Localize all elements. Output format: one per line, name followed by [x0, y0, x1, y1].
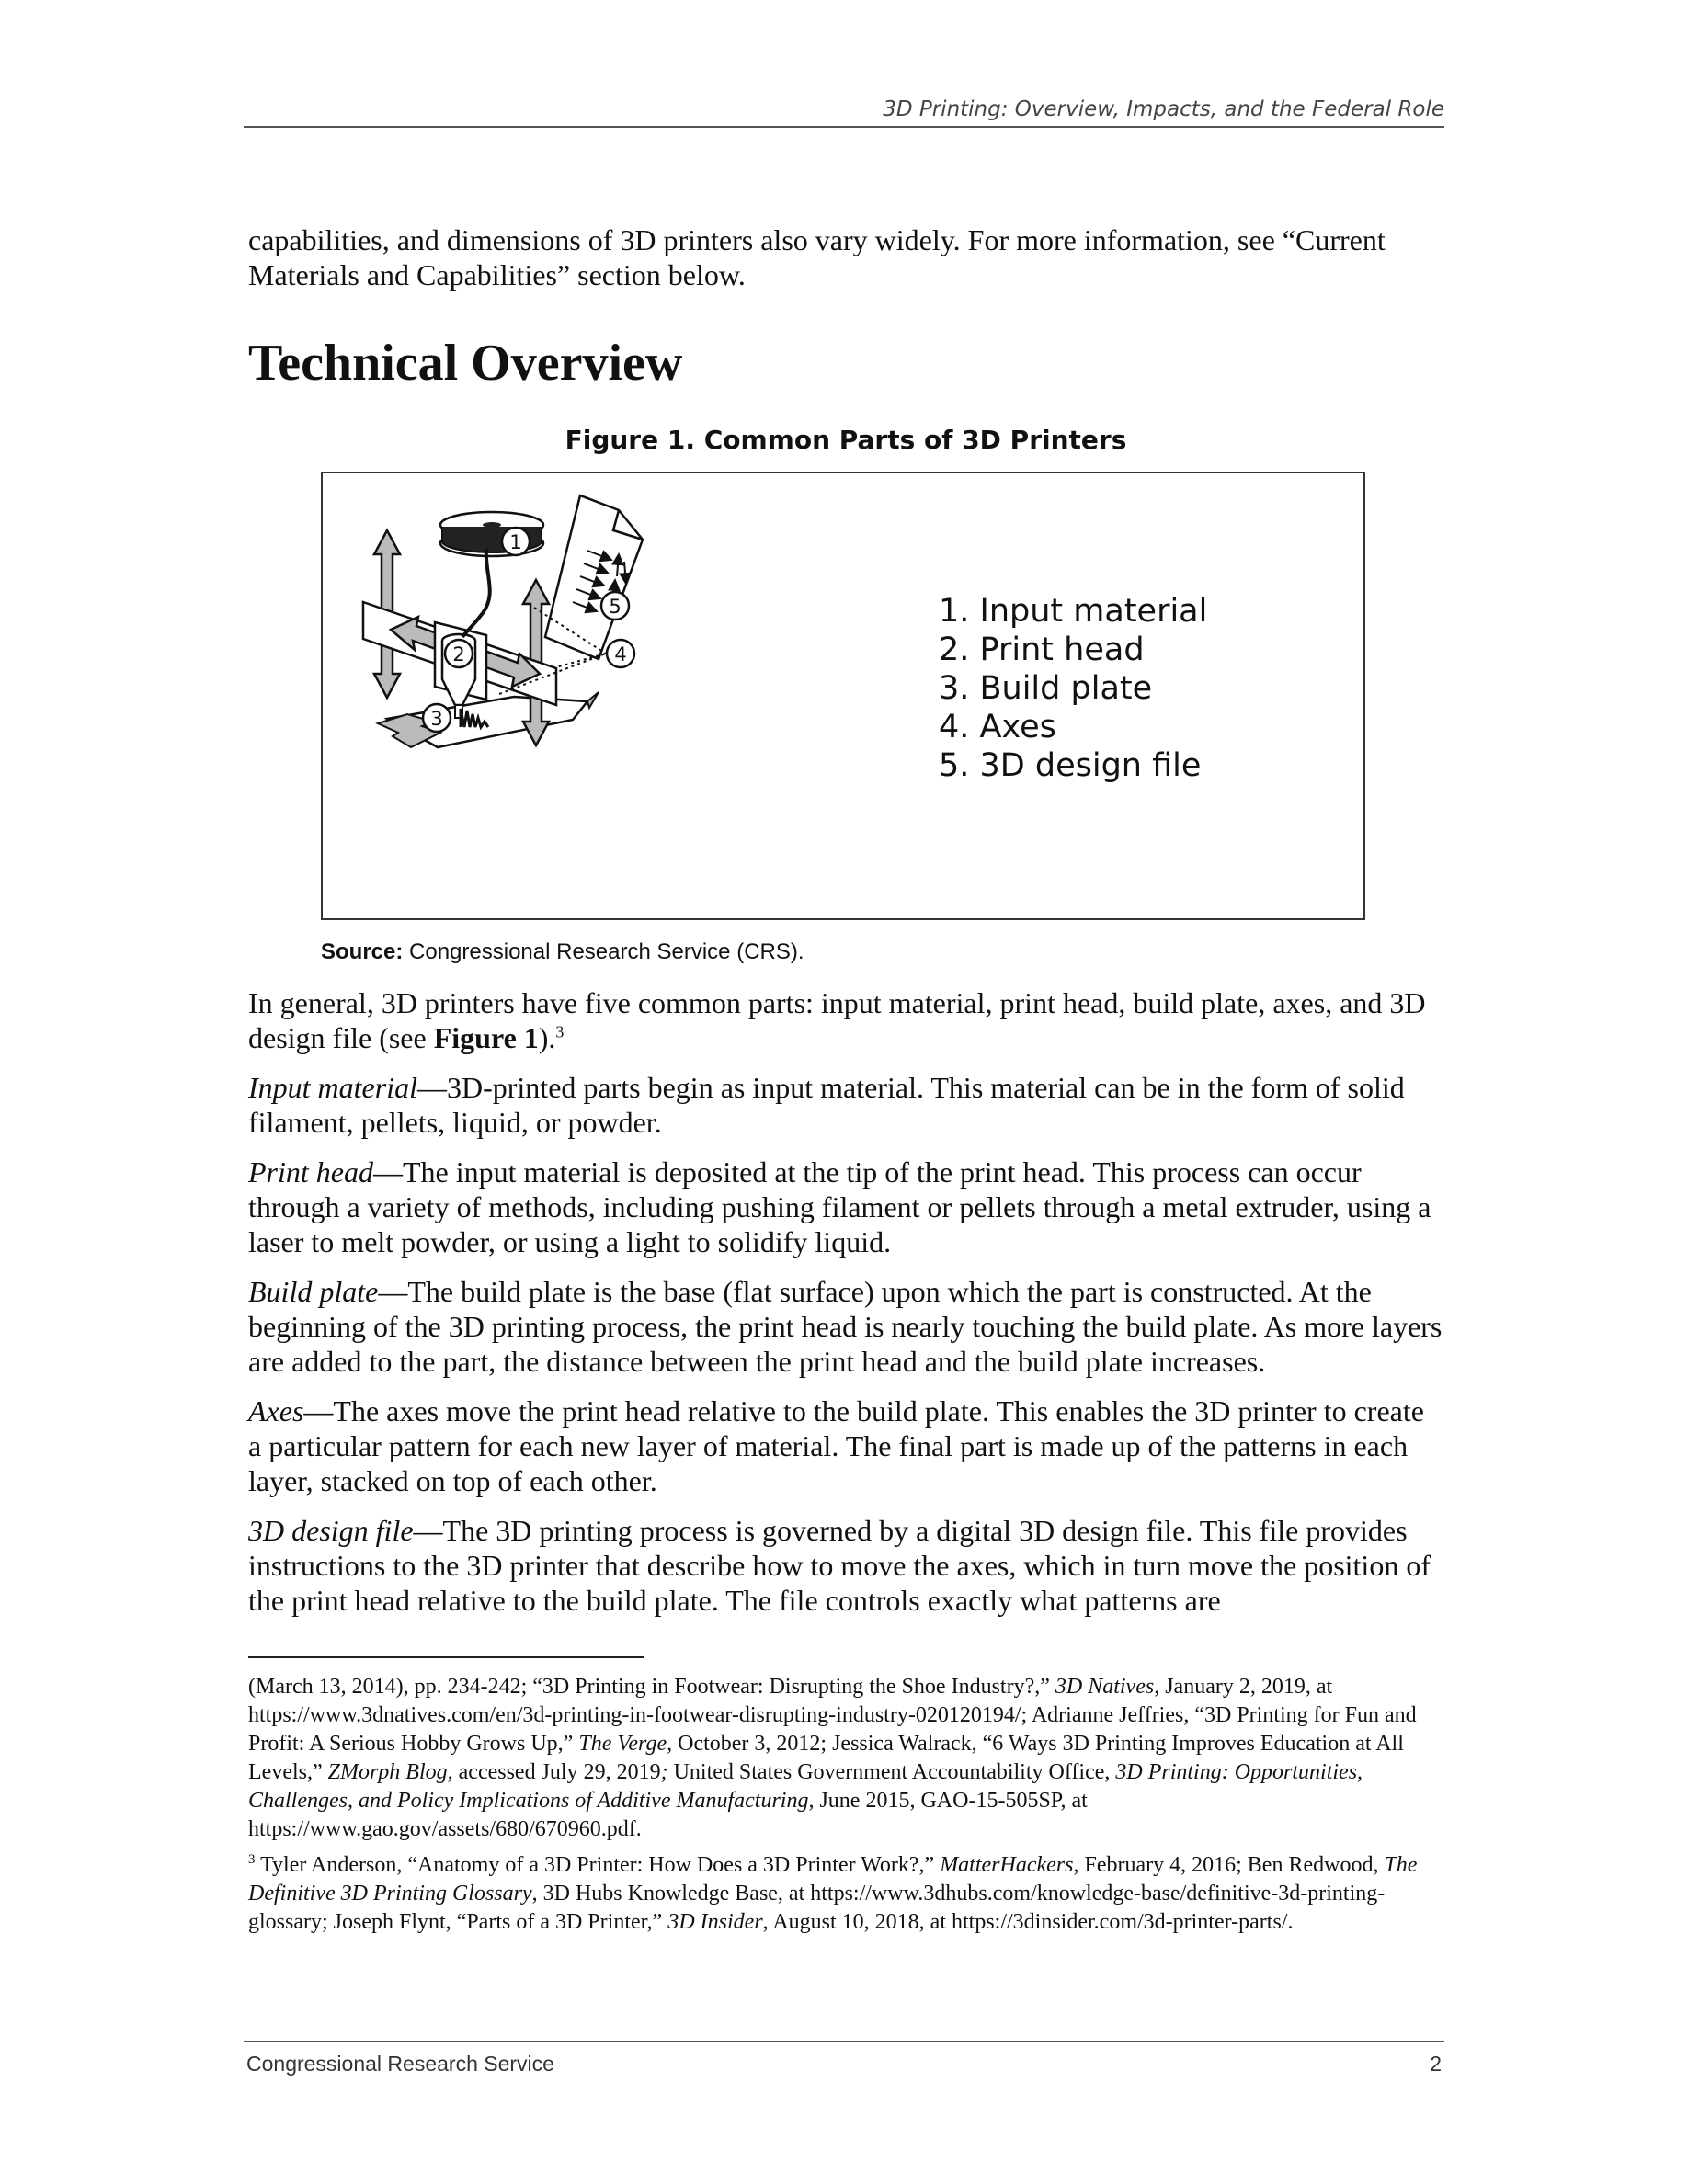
- footnote-rule: [248, 1656, 644, 1658]
- print-head-term: Print head: [248, 1155, 373, 1189]
- design-file-document: [545, 495, 643, 659]
- callout-2: [445, 640, 473, 667]
- printer-diagram: [323, 473, 1363, 918]
- build-plate-shape: [378, 692, 599, 747]
- footnote-3: $^3$ Tyler Anderson, “Anatomy of a 3D Printer: How Does a 3D Printer Work?,” MatterHackers, February 4, 2016; Ben Redwood, The Definitive 3D Printing Glossary, 3D Hubs Knowledge Base, at https://www.3dhubs.com/knowledge-base/definitive-3d-printing-glossary; Joseph Flynt, “Parts of a 3D Printer,” 3D Insider, August 10, 2018, at https://3dinsider.com/3d-printer-parts/.: [248, 1852, 1418, 1934]
- figure-box: [321, 472, 1365, 920]
- source-label: Source:: [321, 939, 404, 964]
- design-file-text: —The 3D printing process is governed by a digital 3D design file. This file provides instructions to the 3D printer that describe how to move the axes, which in turn move the position of the print head relative to the build plate. The file controls exactly what patterns are: [248, 1514, 1431, 1617]
- axes-paragraph: [248, 1393, 1443, 1498]
- legend-axes: 4. Axes: [939, 709, 1056, 745]
- footer-rule: [244, 2041, 1444, 2042]
- figure-source: [321, 939, 804, 965]
- input-material-term: Input material: [248, 1071, 417, 1104]
- page-number: 2: [1430, 2052, 1442, 2076]
- general-paragraph: [248, 985, 1443, 1055]
- callout-3-label: 3: [430, 708, 443, 730]
- callout-4: [607, 640, 634, 667]
- header-rule: [244, 126, 1444, 128]
- callout-1: [502, 528, 530, 555]
- footnote-3-number: 3: [248, 1852, 256, 1867]
- section-heading: Technical Overview: [248, 335, 683, 392]
- input-material-paragraph: [248, 1070, 1443, 1140]
- callout-5-label: 5: [609, 596, 622, 618]
- figure-caption: Figure 1. Common Parts of 3D Printers: [565, 425, 1127, 455]
- legend-build-plate: 3. Build plate: [939, 670, 1153, 707]
- print-head-text: —The input material is deposited at the tip of the print head. This process can occur through a variety of methods, including pushing filament or pellets through a metal extruder, using a laser to melt powder, or using a light to solidify liquid.: [248, 1155, 1431, 1258]
- print-head-paragraph: [248, 1155, 1443, 1259]
- figure-reference[interactable]: Figure 1: [433, 1021, 539, 1054]
- input-material-text: —3D-printed parts begin as input material. This material can be in the form of solid filament, pellets, liquid, or powder.: [248, 1071, 1405, 1139]
- build-plate-paragraph: [248, 1274, 1443, 1379]
- general-text: In general, 3D printers have five common parts: input material, print head, build plate, axes, and 3D design file (see: [248, 986, 1426, 1054]
- general-after: ).: [538, 1021, 556, 1054]
- design-file-paragraph: [248, 1513, 1443, 1618]
- callout-3: [423, 704, 451, 732]
- callout-4-label: 4: [614, 643, 627, 665]
- callout-5: [601, 592, 629, 620]
- axes-text: —The axes move the print head relative to the build plate. This enables the 3D printer to create a particular pattern for each new layer of material. The final part is made up of the patterns in each layer, stacked on top of each other.: [248, 1394, 1424, 1497]
- footnote-ref-3[interactable]: 3: [555, 1022, 565, 1041]
- footer-org: Congressional Research Service: [246, 2052, 554, 2076]
- filament-spool: [440, 512, 543, 637]
- axes-term: Axes: [248, 1394, 304, 1428]
- intro-paragraph: capabilities, and dimensions of 3D printers also vary widely. For more information, see “Current Materials and Capabilities” section below.: [248, 223, 1386, 291]
- callout-1-label: 1: [509, 531, 522, 553]
- design-file-term: 3D design file: [248, 1514, 414, 1547]
- legend-print-head: 2. Print head: [939, 631, 1145, 668]
- footnote-continued: (March 13, 2014), pp. 234-242; “3D Printing in Footwear: Disrupting the Shoe Industry?,” 3D Natives, January 2, 2019, at https://www.3dnatives.com/en/3d-printing-in-footwear-disrupting-industry-020120194/; Adrianne Jeffries, “3D Printing for Fun and Profit: A Serious Hobby Grows Up,” The Verge, October 3, 2012; Jessica Walrack, “6 Ways 3D Printing Improves Education at All Levels,” ZMorph Blog, accessed July 29, 2019; United States Government Accountability Office, 3D Printing: Opportunities, Challenges, and Policy Implications of Additive Manufacturing, June 2015, GAO-15-505SP, at https://www.gao.gov/assets/680/670960.pdf.: [248, 1675, 1417, 1841]
- legend-input-material: 1. Input material: [939, 593, 1208, 630]
- build-plate-term: Build plate: [248, 1275, 379, 1308]
- legend-design-file: 5. 3D design file: [939, 747, 1202, 784]
- running-header: 3D Printing: Overview, Impacts, and the Federal Role: [883, 97, 1444, 121]
- callout-2-label: 2: [452, 643, 465, 665]
- source-text: Congressional Research Service (CRS).: [403, 939, 804, 964]
- build-plate-text: —The build plate is the base (flat surface) upon which the part is constructed. At the beginning of the 3D printing process, the print head is nearly touching the build plate. As more layers are added to the part, the distance between the print head and the build plate increases.: [248, 1275, 1443, 1378]
